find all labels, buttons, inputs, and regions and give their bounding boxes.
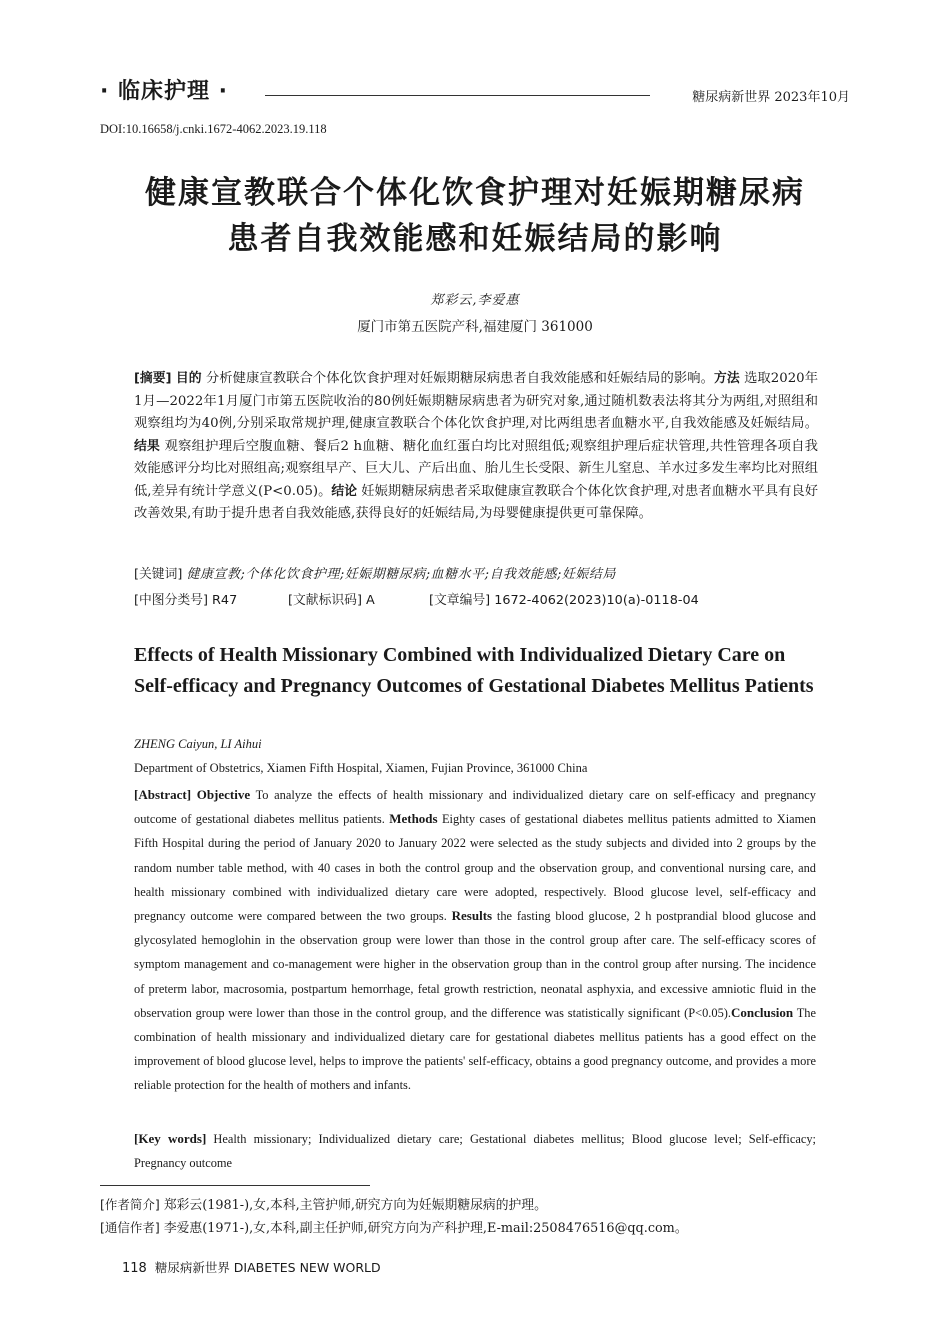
corresponding-author-label: [通信作者]: [100, 1220, 160, 1235]
keywords-en: [134, 1127, 816, 1175]
title-cn-line2: 患者自我效能感和妊娠结局的影响: [227, 221, 723, 257]
clc-number: [中图分类号] R47: [134, 593, 238, 608]
results-en-label: Results: [451, 908, 493, 924]
author-bio-label: [作者简介]: [100, 1197, 160, 1212]
affiliation-en: Department of Obstetrics, Xiamen Fifth Hospital, Xiamen, Fujian Province, 361000 China: [134, 761, 588, 775]
results-cn-label: 结果: [134, 438, 161, 454]
author-bio-footnote: [100, 1194, 547, 1213]
abstract-cn: [134, 368, 818, 526]
conclusion-en: The combination of health missionary and individualized dietary care for gestational diabetes mellitus patients has a good effect on the improvement of blood glucose level, helps to improve the patients' self-efficacy, obtains a good pregnancy outcome, and provides a more reliable protection for the health of mothers and infants.: [134, 1005, 816, 1093]
keywords-en-value: Health missionary; Individualized dietary care; Gestational diabetes mellitus; Blood glucose level; Self-efficacy; Pregnancy outcome: [134, 1132, 816, 1170]
affiliation-cn: 厦门市第五医院产科,福建厦门 361000: [357, 319, 593, 335]
header-divider: [265, 95, 650, 96]
corresponding-author: 李爱惠(1971-),女,本科,副主任护师,研究方向为产科护理,E-mail:2508476516@qq.com。: [159, 1221, 688, 1236]
title-cn-line1: 健康宣教联合个体化饮食护理对妊娠期糖尿病: [145, 175, 805, 211]
authors-cn: 郑彩云,李爱惠: [430, 293, 520, 308]
abstract-en-label: [Abstract]: [134, 787, 192, 802]
document-code: [文献标识码] A: [288, 593, 375, 608]
keywords-en-label: [Key words]: [134, 1131, 207, 1146]
conclusion-en-label: Conclusion: [731, 1004, 794, 1020]
keywords-cn: [134, 564, 834, 586]
objective-cn: 分析健康宣教联合个体化饮食护理对妊娠期糖尿病患者自我效能感和妊娠结局的影响。: [205, 371, 714, 386]
doi: DOI:10.16658/j.cnki.1672-4062.2023.19.118: [100, 122, 327, 136]
footer-journal: 糖尿病新世界 DIABETES NEW WORLD: [154, 1260, 381, 1275]
objective-en-label: Objective: [196, 787, 251, 802]
title-en: Effects of Health Missionary Combined with Individualized Dietary Care on Self-efficacy and Pregnancy Outcomes of Gestational Diabetes Mellitus Patients: [134, 644, 814, 697]
author-bio: 郑彩云(1981-),女,本科,主管护师,研究方向为妊娠期糖尿病的护理。: [159, 1198, 547, 1213]
corresponding-author-footnote: [100, 1217, 688, 1236]
article-number: [文章编号] 1672-4062(2023)10(a)-0118-04: [429, 593, 699, 608]
conclusion-cn: 妊娠期糖尿病患者采取健康宣教联合个体化饮食护理,对患者血糖水平具有良好改善效果,有助于提升患者自我效能感,获得良好的妊娠结局,为母婴健康提供更可靠保障。: [134, 483, 819, 521]
methods-en-label: Methods: [389, 811, 438, 827]
journal-issue-date: 糖尿病新世界 2023年10月: [692, 90, 850, 105]
objective-cn-label: 目的: [175, 371, 202, 386]
abstract-en: [134, 783, 816, 1098]
page-number: 118: [122, 1261, 147, 1276]
footnote-divider: [100, 1185, 370, 1186]
keywords-cn-label: [关键词]: [134, 567, 183, 582]
results-cn: 观察组护理后空腹血糖、餐后2 h血糖、糖化血红蛋白均比对照组低;观察组护理后症状管理,共性管理各项自我效能感评分均比对照组高;观察组早产、巨大儿、产后出血、胎儿生长受限、新生儿窒息、羊水过多发生率均比对照组低,差异有统计学意义(P<0.05)。: [134, 438, 818, 499]
keywords-cn-value: 健康宣教;个体化饮食护理;妊娠期糖尿病;血糖水平;自我效能感;妊娠结局: [186, 567, 616, 582]
conclusion-cn-label: 结论: [331, 483, 358, 499]
page-footer: [122, 1258, 381, 1276]
abstract-cn-label: [摘要]: [134, 371, 172, 386]
results-en: the fasting blood glucose, 2 h postprandial blood glucose and glycosylated hemoglohin in the observation group were lower than those in the control group after care. The self-efficacy scores of symptom management and co-management were higher in the observation group than in the control group after nursing. The incidence of preterm labor, macrosomia, postpartum hemorrhage, fetal growth restriction, neonatal asphyxia, and excessive amniotic fluid in the observation group were lower than those in the control group, and the difference was statistically significant (P<0.05).: [134, 909, 816, 1020]
section-label: · 临床护理 ·: [100, 79, 229, 104]
authors-en: ZHENG Caiyun, LI Aihui: [134, 737, 262, 751]
methods-en: Eighty cases of gestational diabetes mellitus patients admitted to Xiamen Fifth Hospital during the period of January 2020 to January 2022 were selected as the study subjects and divided into 2 groups by the random number table method, with 40 cases in both the control group and the observation group, and conventional nursing care, and health missionary combined with individualized dietary care were adopted, respectively. Blood glucose level, self-efficacy and pregnancy outcome were compared between the two groups.: [134, 812, 816, 924]
objective-en: To analyze the effects of health missionary and individualized dietary care on self-efficacy and pregnancy outcome of gestational diabetes mellitus patients.: [134, 788, 816, 827]
methods-cn: 选取2020年1月—2022年1月厦门市第五医院收治的80例妊娠期糖尿病患者为研究对象,通过随机数表法将其分为两组,对照组和观察组均为40例,分别采取常规护理,健康宣教联合个体化饮食护理,对比两组患者血糖水平,自我效能感及妊娠结局。: [134, 371, 819, 431]
methods-cn-label: 方法: [714, 371, 740, 386]
